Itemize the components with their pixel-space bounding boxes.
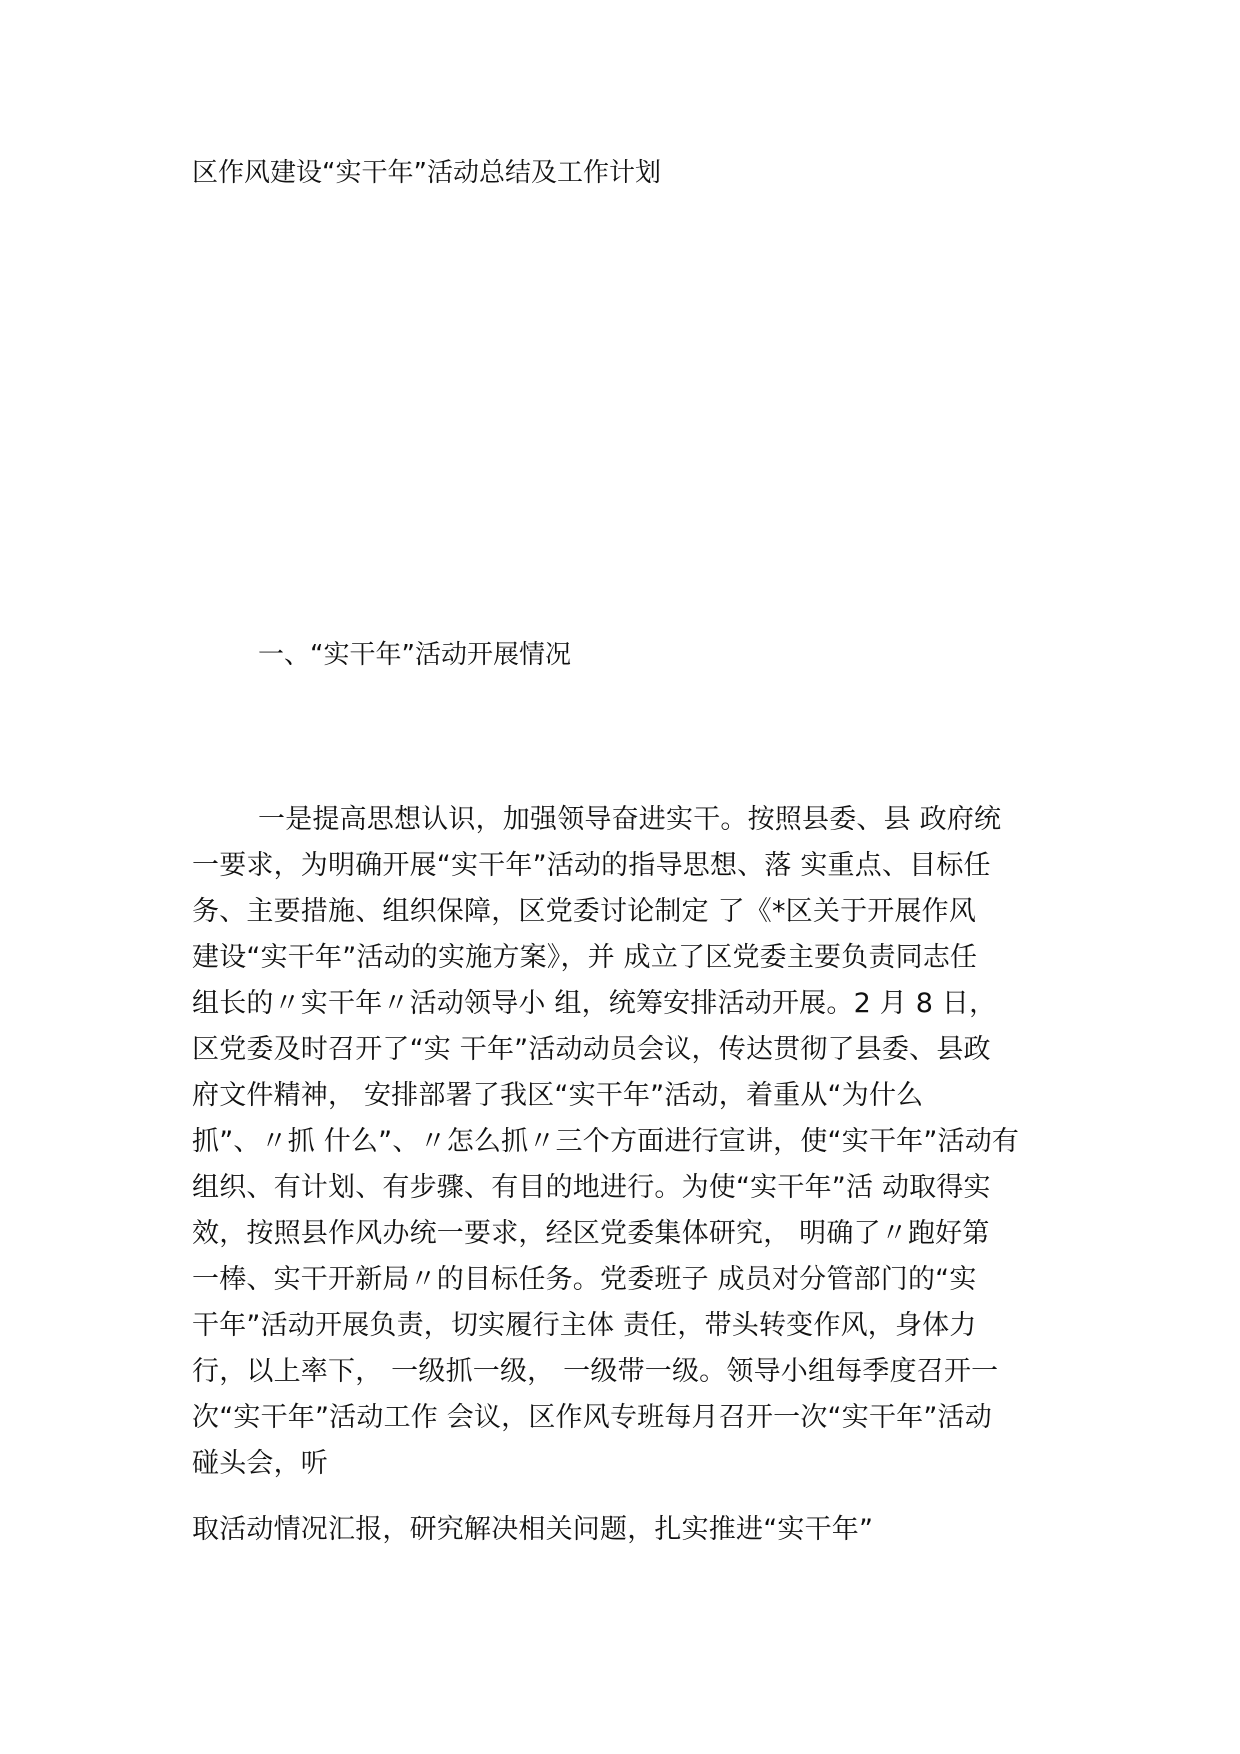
- paragraph-line: 府文件精神， 安排部署了我区“实干年”活动，着重从“为什么: [192, 1080, 924, 1111]
- paragraph-line: 效，按照县作风办统一要求，经区党委集体研究， 明确了〃跑好第: [192, 1218, 990, 1249]
- section-heading: 一、“实干年”活动开展情况: [258, 640, 571, 670]
- continuation-line: 取活动情况汇报，研究解决相关问题，扎实推进“实干年”: [192, 1514, 874, 1545]
- paragraph-line: 建设“实干年”活动的实施方案》，并 成立了区党委主要负责同志任: [192, 942, 978, 973]
- body-paragraph: [192, 797, 1072, 1487]
- paragraph-line: 组织、有计划、有步骤、有目的地进行。为使“实干年”活 动取得实: [192, 1172, 991, 1203]
- paragraph-line: 抓”、〃抓 什么”、〃怎么抓〃三个方面进行宣讲，使“实干年”活动有: [192, 1126, 1020, 1157]
- paragraph-line: 务、主要措施、组织保障，区党委讨论制定 了《*区关于开展作风: [192, 896, 977, 927]
- paragraph-line: 区党委及时召开了“实 干年”活动动员会议，传达贯彻了县委、县政: [192, 1034, 991, 1065]
- paragraph-line: 行，以上率下， 一级抓一级， 一级带一级。领导小组每季度召开一: [192, 1356, 999, 1387]
- paragraph-line: 干年”活动开展负责，切实履行主体 责任，带头转变作风，身体力: [192, 1310, 977, 1341]
- paragraph-line: 一要求，为明确开展“实干年”活动的指导思想、落 实重点、目标任: [192, 850, 991, 881]
- paragraph-line: 碰头会，听: [192, 1448, 328, 1479]
- document-title: 区作风建设“实干年”活动总结及工作计划: [192, 158, 661, 188]
- paragraph-line: 一棒、实干开新局〃的目标任务。党委班子 成员对分管部门的“实: [192, 1264, 977, 1295]
- paragraph-line: 组长的〃实干年〃活动领导小 组，统筹安排活动开展。2 月 8 日，: [192, 988, 997, 1019]
- paragraph-line: 一是提高思想认识，加强领导奋进实干。按照县委、县 政府统: [258, 804, 1002, 835]
- paragraph-line: 次“实干年”活动工作 会议，区作风专班每月召开一次“实干年”活动: [192, 1402, 992, 1433]
